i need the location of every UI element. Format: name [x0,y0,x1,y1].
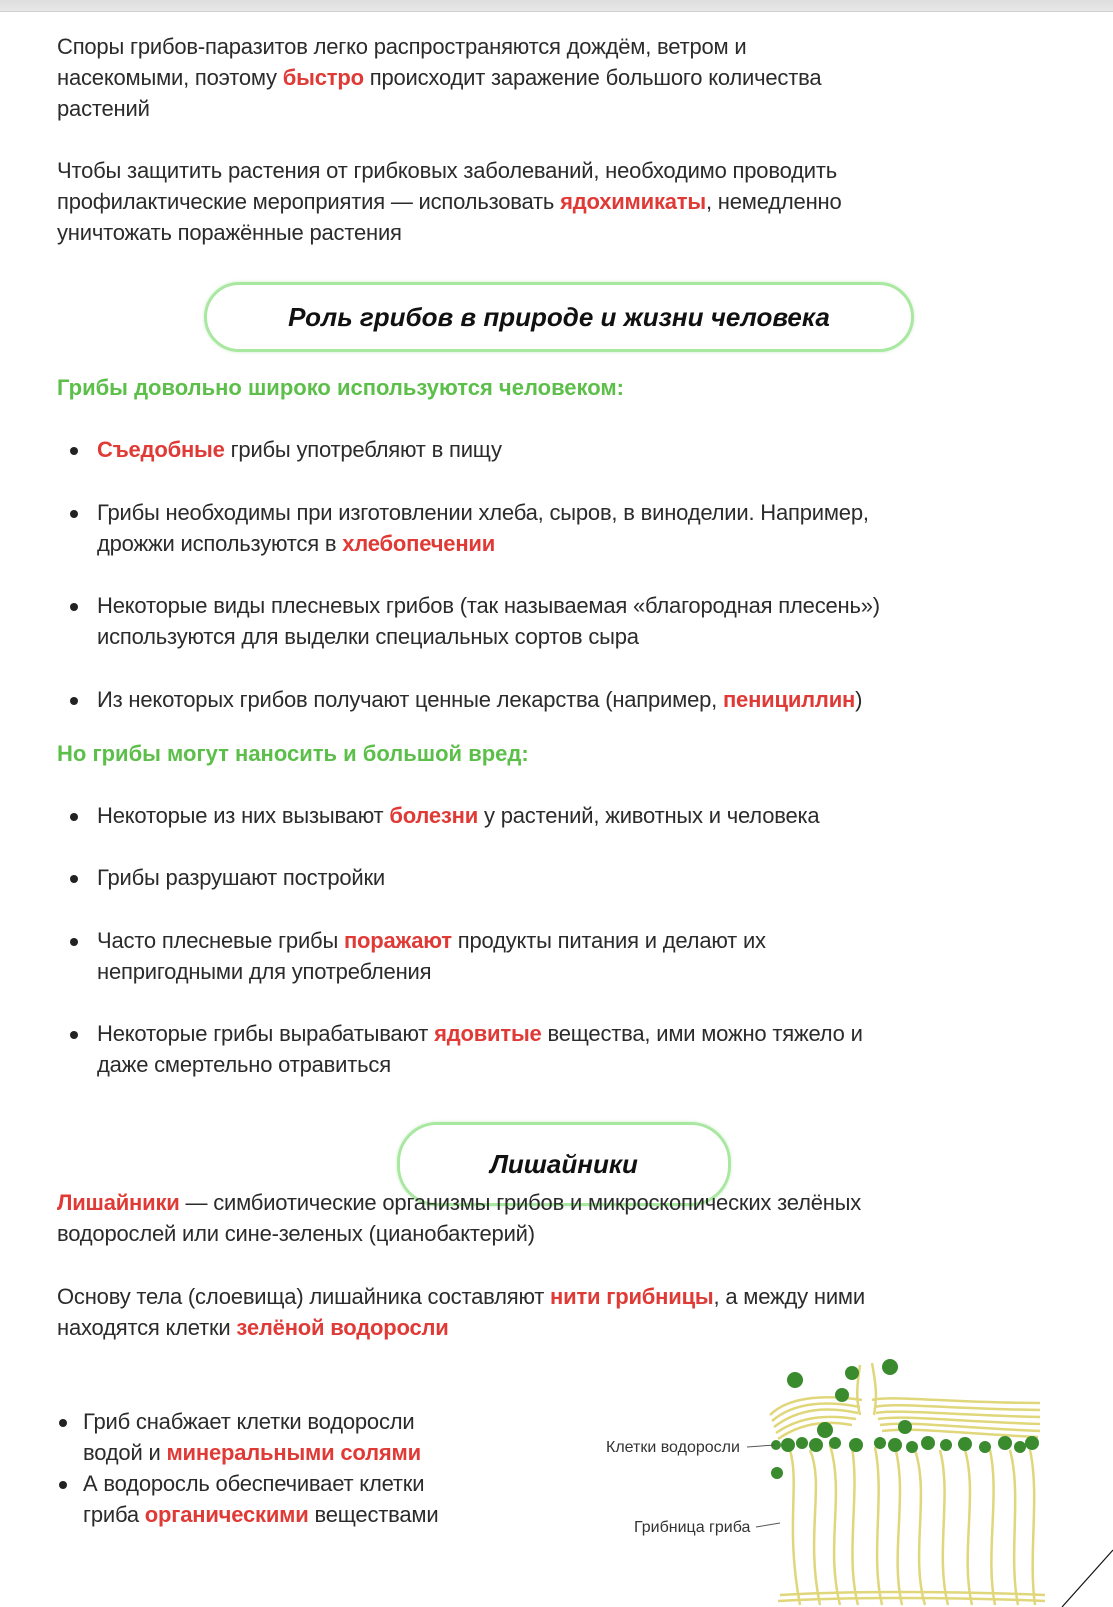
list-item-text: А водоросль обеспечивает клетки [83,1471,425,1496]
benefits-heading: Грибы довольно широко используются человеком: [57,375,625,400]
fungal-hyphae [770,1363,1045,1605]
text: — симбиотические организмы грибов и микроскопических зелёных [179,1190,862,1215]
text: грибы употребляют в пищу [224,437,502,462]
list-item-text [97,1018,863,1050]
list-item-text: непригодными для употребления [97,959,432,984]
highlight-term: хлебопечении [342,531,496,556]
bullet-icon [59,1419,67,1427]
bullet-icon [70,697,78,705]
lichen-illustration [590,1355,1113,1607]
bullet-icon [70,603,78,611]
highlight-term: быстро [282,65,364,90]
intro-p2-line2 [57,186,842,218]
text: дрожжи используются в [97,531,343,556]
list-item-text [97,528,495,560]
list-item-text [97,684,862,716]
text: вещества, ими можно тяжело и [541,1021,863,1046]
bullet-icon [59,1481,67,1489]
lichen-diagram [590,1355,1113,1607]
highlight-term: болезни [389,803,479,828]
section-title-fungi-role [204,282,914,352]
text: насекомыми, поэтому [57,65,283,90]
text: водой и [83,1440,167,1465]
text: веществами [308,1502,439,1527]
list-item-text [83,1499,438,1531]
highlight-term: ядохимикаты [560,189,706,214]
intro-p2-line1: Чтобы защитить растения от грибковых заболеваний, необходимо проводить [57,158,837,183]
harm-heading: Но грибы могут наносить и большой вред: [57,741,529,766]
highlight-term: Лишайники [57,1190,180,1215]
highlight-term: органическими [144,1502,309,1527]
lichens-p2-line2 [57,1312,449,1344]
bullet-icon [70,813,78,821]
text: у растений, животных и человека [478,803,820,828]
bullet-icon [70,447,78,455]
list-item-text [97,434,502,466]
highlight-term: Съедобные [97,437,225,462]
label-algae-cells: Клетки водоросли [606,1439,740,1456]
intro-p1-line3: растений [57,96,150,121]
list-item-text: Некоторые виды плесневых грибов (так называемая «благородная плесень») [97,593,880,618]
highlight-term: ядовитые [434,1021,542,1046]
list-item-text: Грибы разрушают постройки [97,865,386,890]
list-item-text: Гриб снабжает клетки водоросли [83,1409,415,1434]
section-title-text: Лишайники [490,1148,638,1179]
text: продукты питания и делают их [451,928,766,953]
intro-p2-line3: уничтожать поражённые растения [57,220,402,245]
bullet-icon [70,938,78,946]
text: профилактические мероприятия — использовать [57,189,561,214]
highlight-term: нити грибницы [550,1284,714,1309]
text: находятся клетки [57,1315,237,1340]
text: Некоторые из них вызывают [97,803,390,828]
text: происходит заражение большого количества [363,65,822,90]
list-item-text [83,1437,421,1469]
lichens-p1-line1 [57,1187,861,1219]
text: , а между ними [713,1284,865,1309]
top-bar [0,0,1113,12]
highlight-term: пенициллин [722,687,856,712]
bullet-icon [70,510,78,518]
list-item-text [97,925,766,957]
bullet-icon [70,1031,78,1039]
highlight-term: поражают [343,928,452,953]
label-fungal-mycelium: Грибница гриба [634,1519,751,1536]
text: гриба [83,1502,145,1527]
list-item-text: даже смертельно отравиться [97,1052,391,1077]
section-title-text: Роль грибов в природе и жизни человека [288,301,830,332]
lichens-p1-line2: водорослей или сине-зеленых (цианобактерий) [57,1221,535,1246]
highlight-term: минеральными солями [166,1440,421,1465]
list-item-text [97,800,819,832]
label-leader-fungus [756,1523,780,1527]
bullet-icon [70,875,78,883]
lichens-p2-line1 [57,1281,865,1313]
text: Из некоторых грибов получают ценные лекарства (например, [97,687,723,712]
highlight-term: зелёной водоросли [236,1315,449,1340]
text: , немедленно [705,189,842,214]
intro-p1-line1: Споры грибов-паразитов легко распространяются дождём, ветром и [57,34,747,59]
text: Основу тела (слоевища) лишайника составляют [57,1284,551,1309]
list-item-text: используются для выделки специальных сортов сыра [97,624,639,649]
text: Некоторые грибы вырабатывают [97,1021,435,1046]
list-item-text: Грибы необходимы при изготовлении хлеба, сыров, в виноделии. Например, [97,500,869,525]
label-leader-algae [747,1445,775,1447]
text: ) [855,687,863,712]
corner-line [1062,1550,1113,1607]
text: Часто плесневые грибы [97,928,344,953]
intro-p1-line2 [57,62,821,94]
